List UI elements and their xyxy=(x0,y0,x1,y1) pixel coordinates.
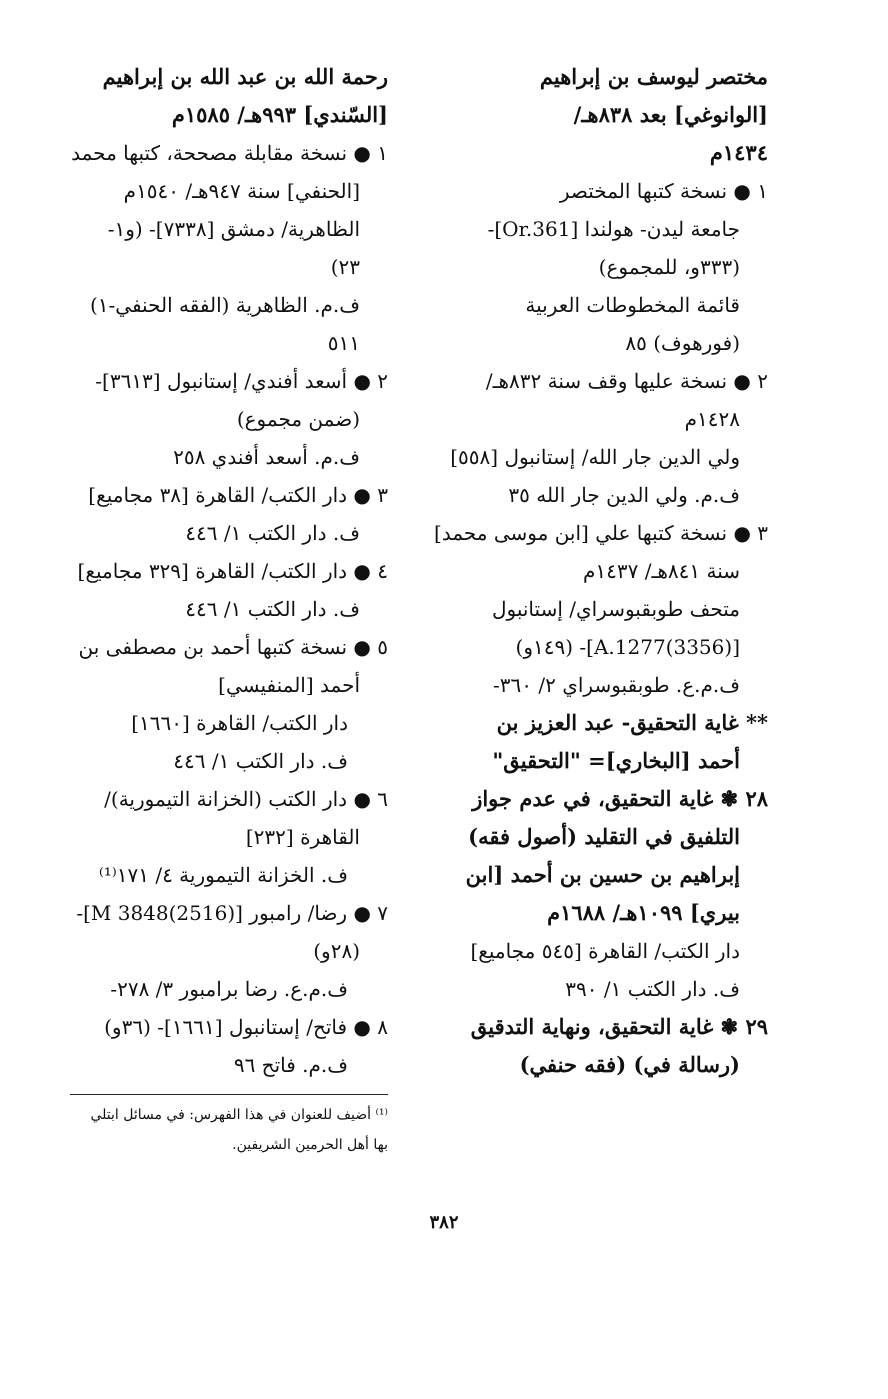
heading-line: [الوانوغي] بعد ٨٣٨هـ/ xyxy=(573,102,768,127)
item-line: (فورهوف) ٨٥ xyxy=(625,331,740,355)
manuscript-item xyxy=(40,780,388,894)
manuscript-item xyxy=(40,1008,388,1084)
right-column xyxy=(423,58,768,1084)
item-line: [(3356)A.1277]- (١٤٩و) xyxy=(515,635,740,659)
item-line: دار الكتب/ القاهرة [١٦٦٠] xyxy=(131,711,348,735)
item-line: ولي الدين جار الله/ إستانبول [٥٥٨] xyxy=(450,445,740,469)
manuscript-item xyxy=(423,362,768,514)
item-line: ٥ ● نسخة كتبها أحمد بن مصطفى بن xyxy=(78,635,388,659)
item-line: (٢٨و) xyxy=(313,939,360,963)
footnote-line: بها أهل الحرمين الشريفين. xyxy=(232,1137,388,1153)
item-line: الظاهرية/ دمشق [٧٣٣٨]- (و١- xyxy=(107,217,360,241)
item-line: ٦ ● دار الكتب (الخزانة التيمورية)/ xyxy=(104,787,388,811)
heading-line: مختصر ليوسف بن إبراهيم xyxy=(539,64,768,89)
item-line: ٢٣) xyxy=(330,255,360,279)
heading-line: [السّندي] ٩٩٣هـ/ ١٥٨٥م xyxy=(171,102,388,127)
entry-heading-mukhtasar xyxy=(423,58,768,172)
manuscript-item xyxy=(423,172,768,362)
item-line: (ضمن مجموع) xyxy=(236,407,360,431)
heading-line: رحمة الله بن عبد الله بن إبراهيم xyxy=(102,64,388,89)
item-line: ٣ ● نسخة كتبها علي [ابن موسى محمد] xyxy=(434,521,768,545)
entry-line: التلفيق في التقليد (أصول فقه) xyxy=(468,824,740,849)
item-line: ف.م. فاتح ٩٦ xyxy=(233,1053,348,1077)
entry-28-holdings xyxy=(423,932,768,1008)
left-column xyxy=(40,58,388,1084)
footnote-line: ⁽¹⁾ أضيف للعنوان في هذا الفهرس: في مسائل ابتلي xyxy=(90,1107,388,1123)
item-line: أحمد [المنفيسي] xyxy=(218,673,360,697)
item-line: [الحنفي] سنة ٩٤٧هـ/ ١٥٤٠م xyxy=(123,179,360,203)
entry-line: ٢٩ ❃ غاية التحقيق، ونهاية التدقيق xyxy=(470,1014,768,1039)
item-line: ٢ ● نسخة عليها وقف سنة ٨٣٢هـ/ xyxy=(485,369,768,393)
item-line: ف.م.ع. طوبقبوسراي ٢/ ٣٦٠- xyxy=(493,673,740,697)
crossref-line: أحمد [البخاري]= "التحقيق" xyxy=(492,748,740,773)
manuscript-item xyxy=(40,134,388,362)
item-line: القاهرة [٢٣٢] xyxy=(245,825,360,849)
page-number: ٣٨٢ xyxy=(429,1212,459,1233)
crossref-entry xyxy=(423,704,768,780)
item-line: ف. دار الكتب ١/ ٤٤٦ xyxy=(185,521,360,545)
item-line: ٢ ● أسعد أفندي/ إستانبول [٣٦١٣]- xyxy=(95,369,388,393)
footnote xyxy=(38,1100,388,1160)
manuscript-item xyxy=(40,362,388,476)
item-line: ف.م.ع. رضا برامبور ٣/ ٢٧٨- xyxy=(110,977,348,1001)
item-line: ف. دار الكتب ١/ ٤٤٦ xyxy=(173,749,348,773)
manuscript-item xyxy=(40,894,388,1008)
heading-line: ١٤٣٤م xyxy=(709,140,768,165)
item-line: جامعة ليدن- هولندا [Or.361]- xyxy=(487,217,740,241)
item-line: ١ ● نسخة مقابلة مصححة، كتبها محمد xyxy=(71,141,388,165)
crossref-line: ** غاية التحقيق- عبد العزيز بن xyxy=(496,710,768,735)
entry-line: بيري] ١٠٩٩هـ/ ١٦٨٨م xyxy=(547,900,740,925)
item-line: ف. الخزانة التيمورية ٤/ ١٧١⁽¹⁾ xyxy=(98,863,348,887)
entry-line: ٢٨ ❃ غاية التحقيق، في عدم جواز xyxy=(472,786,768,811)
item-line: ١٤٢٨م xyxy=(684,407,740,431)
manuscript-item xyxy=(423,514,768,704)
item-line: ١ ● نسخة كتبها المختصر xyxy=(559,179,768,203)
item-line: ف. دار الكتب ١/ ٤٤٦ xyxy=(185,597,360,621)
item-line: ف.م. ولي الدين جار الله ٣٥ xyxy=(508,483,740,507)
item-line: ف. دار الكتب ١/ ٣٩٠ xyxy=(565,977,740,1001)
manuscript-item xyxy=(40,476,388,552)
item-line: سنة ٨٤١هـ/ ١٤٣٧م xyxy=(583,559,740,583)
entry-heading-rahmatullah xyxy=(40,58,388,134)
item-line: ف.م. الظاهرية (الفقه الحنفي-١) xyxy=(89,293,360,317)
item-line: ٣ ● دار الكتب/ القاهرة [٣٨ مجاميع] xyxy=(88,483,388,507)
item-line: قائمة المخطوطات العربية xyxy=(525,293,740,317)
item-line: ٧ ● رضا/ رامبور [M 3848(2516)]- xyxy=(76,901,388,925)
item-line: ٤ ● دار الكتب/ القاهرة [٣٢٩ مجاميع] xyxy=(77,559,388,583)
item-line: متحف طوبقبوسراي/ إستانبول xyxy=(491,597,740,621)
entry-line: إبراهيم بن حسين بن أحمد [ابن xyxy=(465,862,740,887)
entry-29-heading xyxy=(423,1008,768,1084)
item-line: (٣٣٣و، للمجموع) xyxy=(598,255,740,279)
manuscript-item xyxy=(40,552,388,628)
footnote-divider xyxy=(70,1094,388,1095)
item-line: ف.م. أسعد أفندي ٢٥٨ xyxy=(173,445,360,469)
item-line: ٥١١ xyxy=(327,331,360,355)
entry-28-heading xyxy=(423,780,768,932)
entry-line: (رسالة في) (فقه حنفي) xyxy=(519,1052,740,1077)
item-line: ٨ ● فاتح/ إستانبول [١٦٦١]- (٣٦و) xyxy=(104,1015,388,1039)
item-line: دار الكتب/ القاهرة [٥٤٥ مجاميع] xyxy=(470,939,740,963)
manuscript-item xyxy=(40,628,388,780)
